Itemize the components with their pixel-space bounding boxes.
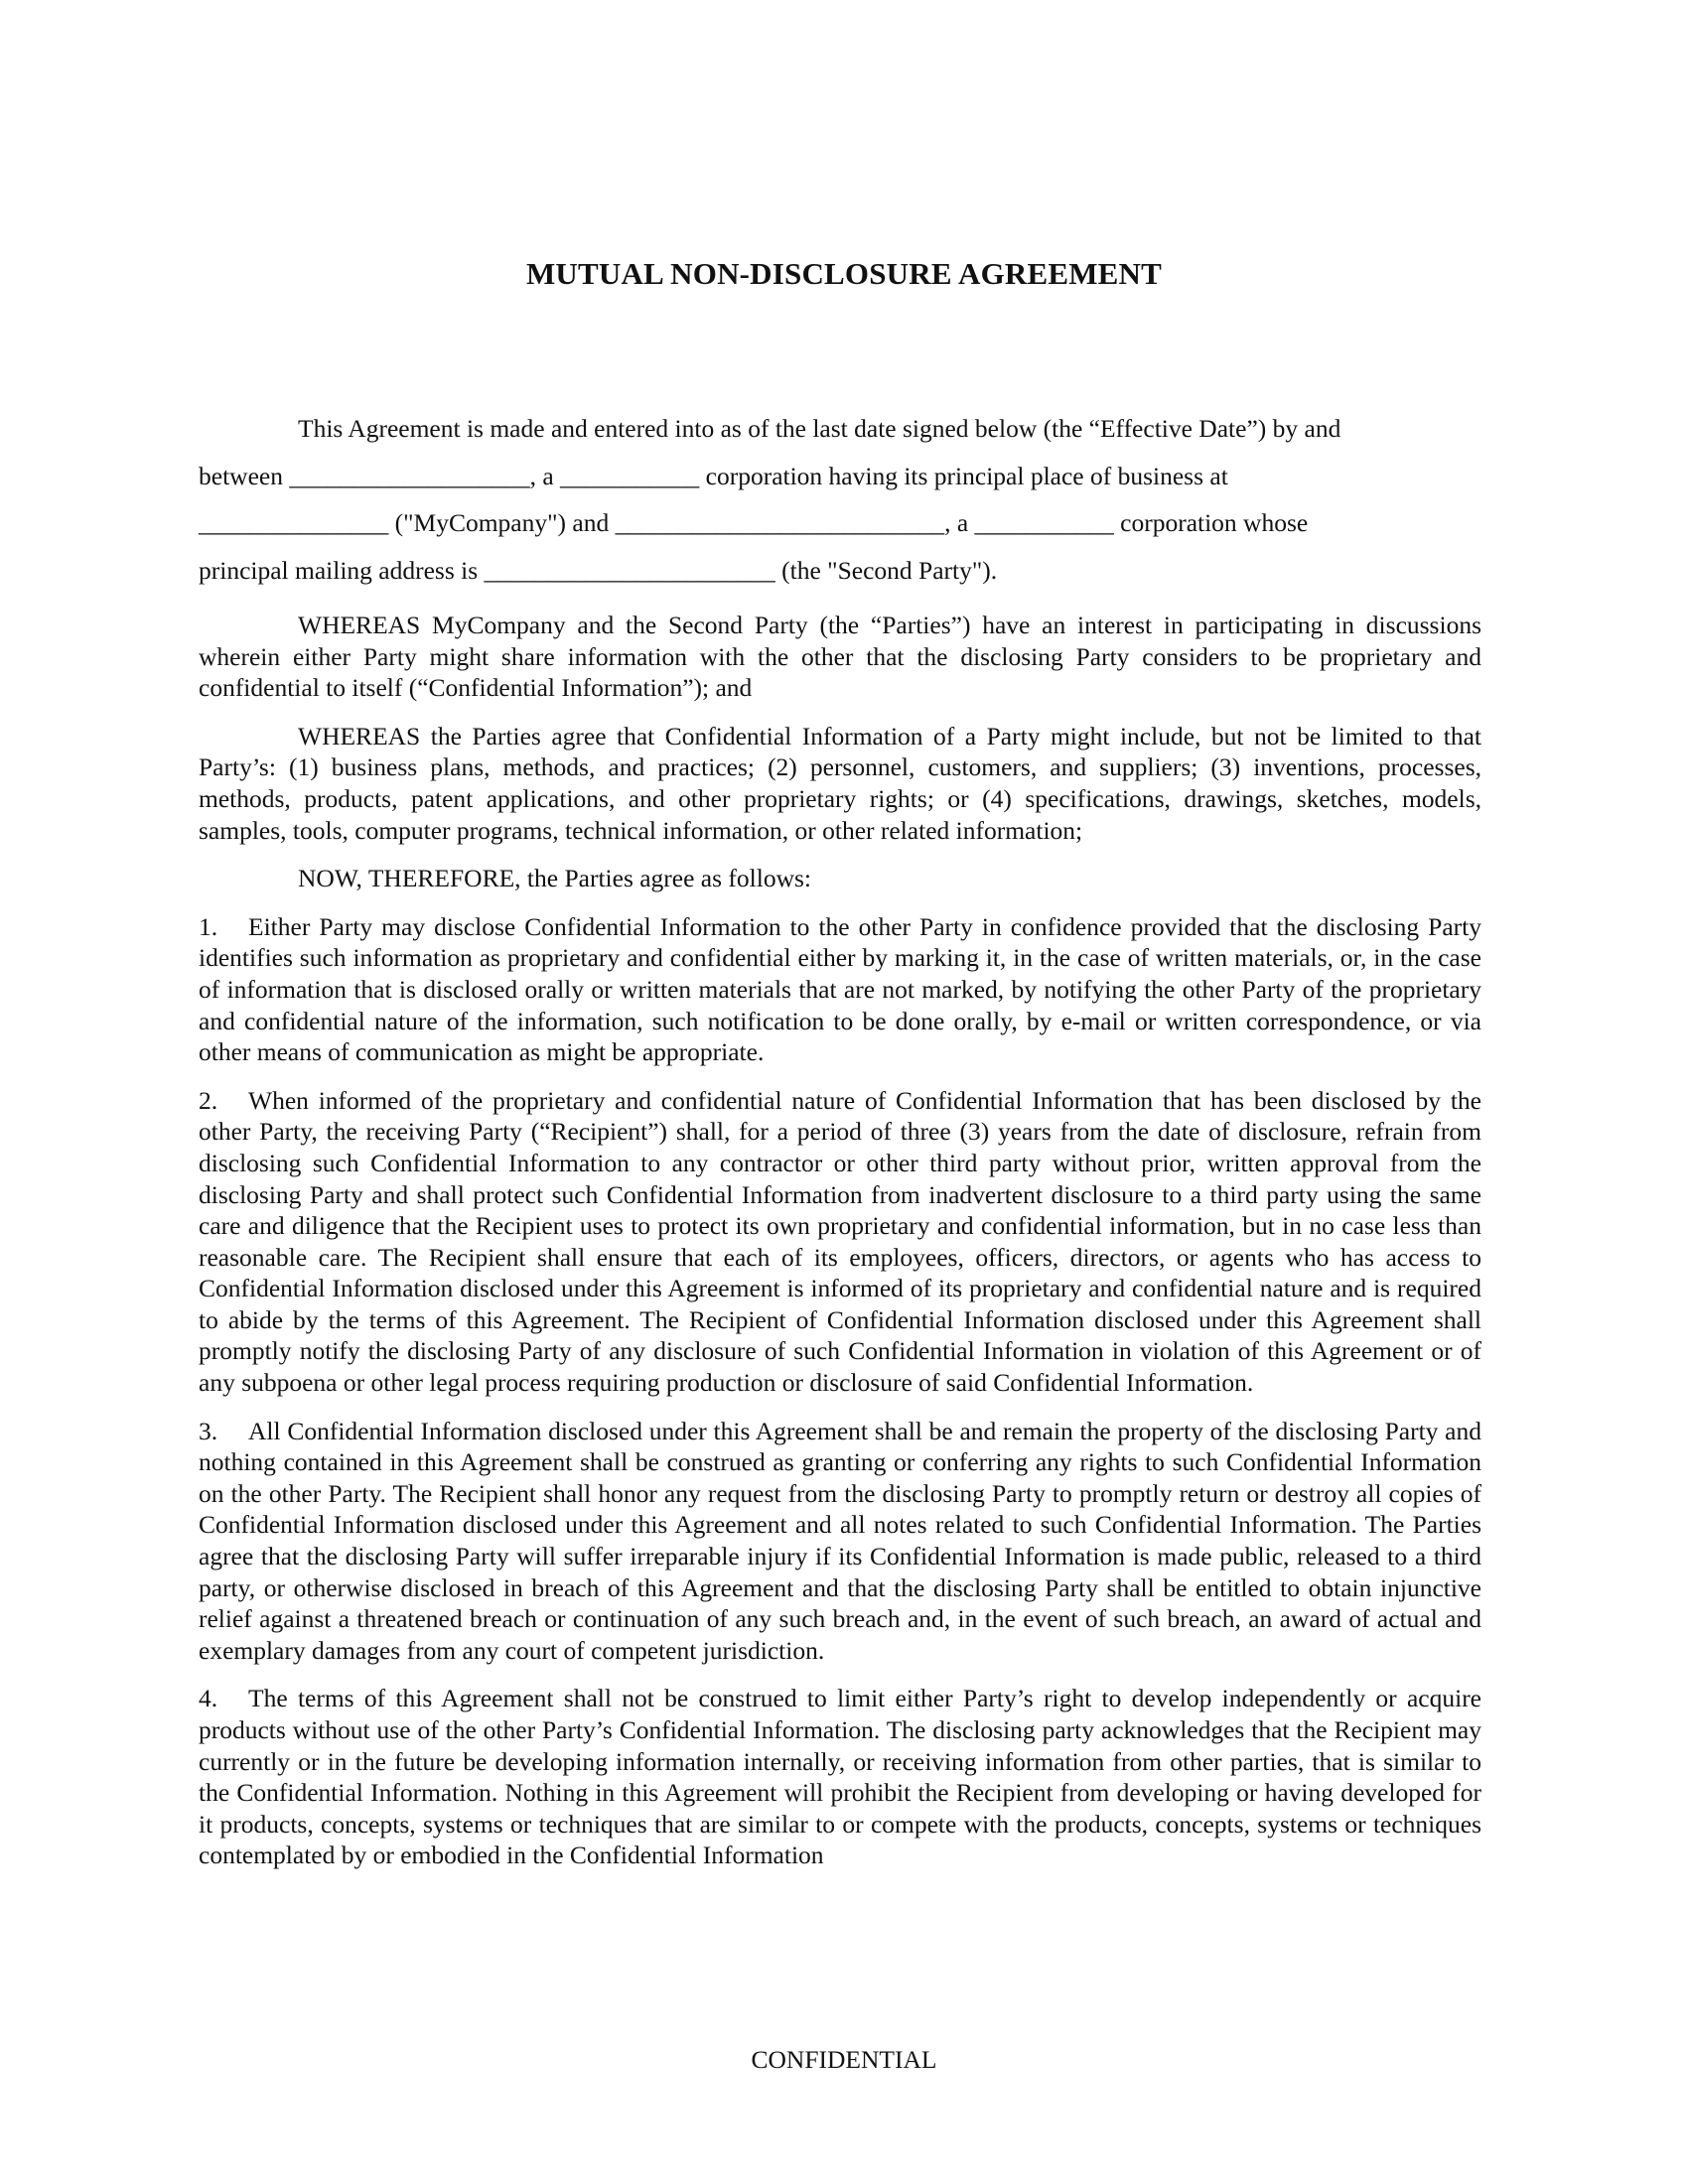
- clause-1: [199, 911, 1481, 1068]
- clause-3: [199, 1416, 1481, 1667]
- intro-line-3: _______________ ("MyCompany") and __________________________, a ___________ corporation whose: [199, 508, 1309, 537]
- intro-line-2: between ___________________, a ___________ corporation having its principal place of business at: [199, 461, 1228, 490]
- document-title: MUTUAL NON-DISCLOSURE AGREEMENT: [525, 256, 1163, 291]
- clause-4: [199, 1683, 1481, 1871]
- clause-text: All Confidential Information disclosed under this Agreement shall be and remain the property of the disclosing Party and nothing contained in this Agreement shall be construed as granting or conferring any rights to such Confidential Information on the other Party. The Recipient shall honor any request from the disclosing Party to promptly return or destroy all copies of Confidential Information disclosed under this Agreement and all notes related to such Confidential Information. The Parties agree that the disclosing Party will suffer irreparable injury if its Confidential Information is made public, released to a third party, or otherwise disclosed in breach of this Agreement and that the disclosing Party shall be entitled to obtain injunctive relief against a threatened breach or continuation of any such breach and, in the event of such breach, an award of actual and exemplary damages from any court of competent jurisdiction.: [199, 1416, 1481, 1665]
- spacer: [199, 594, 1481, 610]
- whereas-paragraph-2: WHEREAS the Parties agree that Confidential Information of a Party might include, but not be limited to that Party’s: (1) business plans, methods, and practices; (2) personnel, customers, and suppliers; (3) inventions, processes, methods, products, patent applications, and other proprietary rights; or (4) specifications, drawings, sketches, models, samples, tools, computer programs, technical information, or other related information;: [199, 721, 1481, 845]
- clause-number: 4.: [199, 1684, 218, 1713]
- clause-text: Either Party may disclose Confidential Information to the other Party in confidence provided that the disclosing Party identifies such information as proprietary and confidential either by marking it, in the case of written materials, or, in the case of information that is disclosed orally or written materials that are not marked, by notifying the other Party of the proprietary and confidential nature of the information, such notification to be done orally, by e-mail or written correspondence, or via other means of communication as might be appropriate.: [199, 911, 1481, 1067]
- clause-text: When informed of the proprietary and confidential nature of Confidential Information that has been disclosed by the other Party, the receiving Party (“Recipient”) shall, for a period of three (3) years from the date of disclosure, refrain from disclosing such Confidential Information to any contractor or other third party without prior, written approval from the disclosing Party and shall protect such Confidential Information from inadvertent disclosure to a third party using the same care and diligence that the Recipient uses to protect its own proprietary and confidential information, but in no case less than reasonable care. The Recipient shall ensure that each of its employees, officers, directors, or agents who has access to Confidential Information disclosed under this Agreement is informed of its proprietary and confidential nature and is required to abide by the terms of this Agreement. The Recipient of Confidential Information disclosed under this Agreement shall promptly notify the disclosing Party of any disclosure of such Confidential Information in violation of this Agreement or of any subpoena or other legal process requiring production or disclosure of said Confidential Information.: [199, 1085, 1481, 1398]
- document-body: [199, 405, 1481, 1888]
- whereas-paragraph-1: WHEREAS MyCompany and the Second Party (the “Parties”) have an interest in participating in discussions wherein either Party might share information with the other that the disclosing Party considers to be proprietary and confidential to itself (“Confidential Information”); and: [199, 611, 1481, 703]
- now-therefore-paragraph: NOW, THEREFORE, the Parties agree as follows:: [298, 864, 812, 893]
- intro-line-4: principal mailing address is _______________________ (the "Second Party").: [199, 555, 998, 585]
- page-footer: CONFIDENTIAL: [751, 2045, 937, 2074]
- intro-line-1: This Agreement is made and entered into as of the last date signed below (the “Effective Date”) by and: [298, 414, 1341, 443]
- clause-number: 3.: [199, 1416, 218, 1445]
- clause-2: [199, 1085, 1481, 1399]
- clause-number: 1.: [199, 911, 218, 941]
- clause-number: 2.: [199, 1085, 218, 1115]
- clause-text: The terms of this Agreement shall not be construed to limit either Party’s right to develop independently or acquire products without use of the other Party’s Confidential Information. The disclosing party acknowledges that the Recipient may currently or in the future be developing information internally, or receiving information from other parties, that is similar to the Confidential Information. Nothing in this Agreement will prohibit the Recipient from developing or having developed for it products, concepts, systems or techniques that are similar to or compete with the products, concepts, systems or techniques contemplated by or embodied in the Confidential Information: [199, 1684, 1481, 1870]
